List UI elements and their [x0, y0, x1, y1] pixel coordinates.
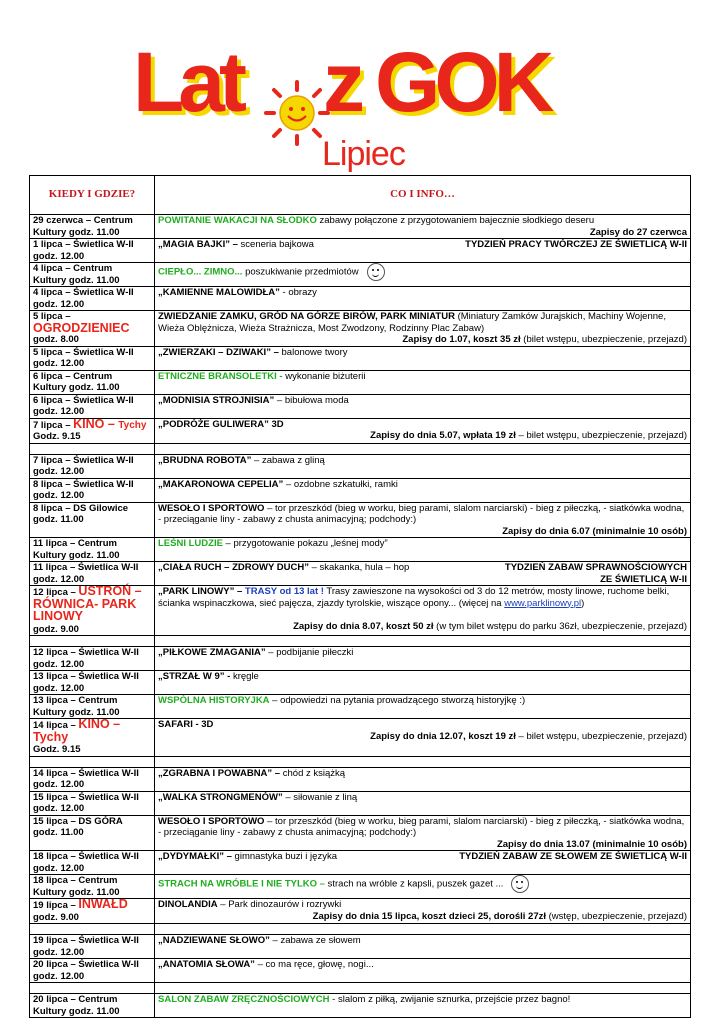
spacer-cell	[30, 756, 155, 767]
when-time: godz. 12.00	[33, 406, 85, 417]
what-cell	[155, 239, 691, 263]
when-cell	[30, 875, 155, 899]
table-row	[30, 418, 691, 443]
when-line: 1 lipca – Świetlica W-II	[33, 239, 134, 250]
event-title: POWITANIE WAKACJI NA SŁODKO	[158, 215, 317, 226]
table-row	[30, 311, 691, 347]
when-place: OGRODZIENIEC	[33, 320, 130, 335]
what-cell	[155, 502, 691, 538]
table-spacer-row	[30, 443, 691, 454]
when-cell	[30, 767, 155, 791]
when-time: godz. 12.00	[33, 779, 85, 790]
event-desc: chód z książką	[280, 767, 346, 779]
event-line	[158, 768, 687, 780]
event-line	[158, 311, 687, 334]
event-title: WESOŁO I SPORTOWO	[158, 815, 265, 827]
event-line	[158, 586, 687, 609]
event-title: „KAMIENNE MALOWIDŁA”	[158, 287, 280, 298]
when-time: godz. 12.00	[33, 358, 85, 369]
when-line: 13 lipca – Centrum	[33, 695, 118, 706]
event-desc: Trasy zawieszone na wysokości od 3 do 12 metrów, mosty linowe, ruchome belki, ścianka wspinaczkowa, sieć pajęcza, zjazdy tyrolskie, wiszące opony... (więcej na	[158, 586, 670, 609]
when-line: 13 lipca – Świetlica W-II	[33, 671, 139, 682]
what-cell	[155, 287, 691, 311]
event-week-label	[505, 562, 687, 585]
event-line	[158, 479, 687, 491]
schedule-rows	[30, 215, 691, 1018]
when-place: INWAŁD	[78, 897, 128, 911]
event-signup-detail: – bilet wstępu, ubezpieczenie, przejazd)	[515, 730, 687, 742]
table-row	[30, 959, 691, 983]
table-row	[30, 719, 691, 757]
when-line: 20 lipca – Centrum	[33, 994, 118, 1005]
what-cell	[155, 586, 691, 636]
event-desc: – tor przeszkód (bieg w worku, bieg parami, slalom narciarski) - bieg z piłeczką, - siatkówka wodna, - przeciąganie liny - zabawy z chusta animacyjną; podchody:)	[158, 815, 685, 838]
when-time: godz. 12.00	[33, 250, 85, 262]
when-place-city: Tychy	[118, 419, 147, 431]
table-row	[30, 767, 691, 791]
event-line	[158, 263, 687, 281]
when-line: 18 lipca – Świetlica W-II	[33, 851, 139, 862]
event-line	[158, 719, 687, 731]
event-line	[158, 215, 687, 227]
spacer-cell	[155, 983, 691, 994]
table-row	[30, 586, 691, 636]
when-time: godz. 12.00	[33, 466, 85, 477]
when-cell	[30, 815, 155, 851]
event-signup-note	[158, 621, 687, 633]
table-row	[30, 875, 691, 899]
table-row	[30, 502, 691, 538]
event-signup: Zapisy do dnia 5.07, wpłata 19 zł	[370, 430, 516, 441]
event-signup-note	[158, 911, 687, 923]
event-title: „ZWIERZAKI – DZIWAKI” –	[158, 346, 279, 358]
event-line	[158, 875, 687, 893]
event-signup-note	[158, 334, 687, 346]
event-line	[158, 851, 337, 863]
event-desc: – zabawa ze słowem	[269, 935, 361, 946]
event-line	[158, 371, 687, 383]
when-cell	[30, 394, 155, 418]
event-desc: – siłowanie z liną	[282, 791, 358, 803]
what-cell	[155, 418, 691, 443]
event-title: LEŚNI LUDZIE	[158, 538, 223, 549]
table-row	[30, 695, 691, 719]
event-title: STRACH NA WRÓBLE I NIE TYLKO –	[158, 878, 325, 890]
event-age-note: TRASY od 13 lat !	[242, 586, 324, 597]
event-line	[158, 647, 687, 659]
event-line	[158, 538, 687, 550]
event-title: „BRUDNA ROBOTA”	[158, 454, 252, 466]
event-signup: Zapisy do dnia 6.07 (minimalnie 10 osób)	[502, 525, 687, 537]
event-line	[158, 503, 687, 526]
event-title: WSPÓLNA HISTORYJKA	[158, 695, 270, 706]
when-line: 19 lipca – INWAŁD	[33, 897, 128, 911]
when-line: 5 lipca –	[33, 311, 71, 322]
event-signup-detail: (bilet wstępu, ubezpieczenie, przejazd)	[520, 334, 687, 345]
when-time: godz. 12.00	[33, 803, 85, 814]
table-row	[30, 346, 691, 370]
when-cell	[30, 418, 155, 443]
event-title: „DYDYMAŁKI” –	[158, 851, 232, 862]
event-week-label	[459, 851, 687, 863]
event-title: „ZGRABNA I POWABNA” –	[158, 767, 281, 779]
table-header-row	[30, 176, 691, 215]
event-line	[158, 816, 687, 839]
when-cell	[30, 538, 155, 562]
event-title: „MODNISIA STROJNISIA”	[158, 394, 275, 406]
table-row	[30, 454, 691, 478]
when-cell	[30, 311, 155, 347]
event-line	[158, 935, 687, 947]
when-time: godz. 11.00	[33, 514, 84, 525]
col-what-header: CO I INFO…	[155, 176, 691, 215]
when-cell	[30, 899, 155, 924]
event-desc: sceneria bajkowa	[237, 239, 314, 250]
event-desc: kręgle	[230, 671, 259, 682]
what-cell	[155, 671, 691, 695]
what-cell	[155, 695, 691, 719]
event-desc: gimnastyka buzi i języka	[231, 851, 337, 862]
event-title: ETNICZNE BRANSOLETKI -	[158, 370, 283, 382]
table-row	[30, 263, 691, 287]
event-line	[158, 455, 687, 467]
schedule-table	[29, 175, 691, 1018]
when-cell	[30, 586, 155, 636]
event-signup: Zapisy do dnia 12.07, koszt 19 zł	[370, 730, 516, 742]
what-cell	[155, 346, 691, 370]
when-time: godz. 12.00	[33, 862, 85, 874]
when-line: 12 lipca – USTROŃ – RÓWNICA- PARK LINOWY	[33, 584, 142, 623]
when-line: 18 lipca – Centrum	[33, 875, 118, 886]
event-row	[158, 851, 687, 863]
event-title: „WALKA STRONGMENÓW”	[158, 791, 283, 803]
what-cell	[155, 478, 691, 502]
when-time: godz. 12.00	[33, 490, 85, 501]
what-cell	[155, 394, 691, 418]
event-desc: - slalom z piłką, zwijanie sznurka, przejście przez bagno!	[329, 994, 571, 1005]
what-cell	[155, 719, 691, 757]
event-signup-detail: – bilet wstępu, ubezpieczenie, przejazd)	[515, 430, 687, 441]
when-time: Kultury godz. 11.00	[33, 549, 120, 561]
when-time: godz. 9.00	[33, 623, 79, 635]
event-desc: balonowe twory	[278, 346, 348, 358]
event-link[interactable]: www.parklinowy.pl	[504, 597, 582, 609]
when-line: 29 czerwca – Centrum	[33, 215, 133, 226]
event-title: „MAKARONOWA CEPELIA”	[158, 478, 284, 490]
event-line	[158, 419, 687, 431]
event-title: SAFARI - 3D	[158, 719, 214, 730]
when-time: godz. 12.00	[33, 970, 85, 982]
what-cell	[155, 851, 691, 875]
event-title: „CIAŁA RUCH – ZDROWY DUCH”	[158, 562, 309, 573]
when-time: godz. 8.00	[33, 334, 79, 345]
when-line: 15 lipca – DS GÓRA	[33, 815, 123, 827]
when-cell	[30, 562, 155, 586]
event-line	[158, 562, 409, 585]
spacer-cell	[155, 443, 691, 454]
table-spacer-row	[30, 756, 691, 767]
table-row	[30, 478, 691, 502]
when-cell	[30, 719, 155, 757]
when-line: 14 lipca – Świetlica W-II	[33, 767, 139, 779]
event-title: WESOŁO I SPORTOWO	[158, 502, 265, 514]
when-place: KINO –	[73, 416, 119, 431]
title-part-lato: Lat	[133, 35, 241, 129]
when-time: godz. 12.00	[33, 298, 85, 310]
spacer-cell	[30, 636, 155, 647]
when-time: Kultury godz. 11.00	[33, 382, 120, 393]
table-row	[30, 851, 691, 875]
table-spacer-row	[30, 636, 691, 647]
when-time: Godz. 9.15	[33, 431, 81, 442]
when-cell	[30, 346, 155, 370]
when-time: Kultury godz. 11.00	[33, 274, 120, 286]
when-cell	[30, 671, 155, 695]
spacer-line	[158, 609, 687, 621]
table-row	[30, 287, 691, 311]
page-header	[0, 30, 725, 173]
event-desc: – ozdobne szkatułki, ramki	[283, 478, 398, 490]
table-row	[30, 215, 691, 239]
when-cell	[30, 791, 155, 815]
what-cell	[155, 791, 691, 815]
what-cell	[155, 647, 691, 671]
event-desc: – bibułowa moda	[274, 394, 349, 406]
event-desc: – co ma ręce, głowę, nogi...	[254, 959, 374, 970]
table-row	[30, 994, 691, 1018]
event-title: „PARK LINOWY” –	[158, 586, 243, 597]
event-week-text: TYDZIEŃ ZABAW SPRAWNOŚCIOWYCH	[504, 562, 687, 573]
event-desc: – zabawa z gliną	[251, 454, 325, 466]
page-title	[133, 35, 549, 129]
what-cell	[155, 370, 691, 394]
event-title: „STRZAŁ W 9” -	[158, 671, 231, 682]
event-line	[158, 792, 687, 804]
event-row	[158, 239, 687, 251]
event-signup-note	[158, 839, 687, 851]
event-desc: strach na wróble z kapsli, puszek gazet ...	[324, 878, 504, 890]
when-line: 6 lipca – Centrum	[33, 370, 113, 382]
spacer-cell	[155, 924, 691, 935]
when-line: 12 lipca – Świetlica W-II	[33, 647, 139, 658]
when-cell	[30, 647, 155, 671]
event-week-text: TYDZIEŃ PRACY TWÓRCZEJ ZE ŚWIETLICĄ W-II	[465, 239, 687, 250]
event-line	[158, 287, 687, 299]
event-signup: Zapisy do dnia 8.07, koszt 50 zł	[293, 620, 434, 632]
when-cell	[30, 502, 155, 538]
what-cell	[155, 767, 691, 791]
what-cell	[155, 935, 691, 959]
what-cell	[155, 562, 691, 586]
when-time: Kultury godz. 11.00	[33, 1005, 120, 1017]
when-cell	[30, 239, 155, 263]
when-cell	[30, 287, 155, 311]
table-row	[30, 538, 691, 562]
title-part-gok: GOK	[375, 35, 549, 129]
event-desc: – przygotowanie pokazu „leśnej mody”	[222, 538, 388, 549]
when-line: 19 lipca – Świetlica W-II	[33, 935, 139, 946]
what-cell	[155, 815, 691, 851]
table-row	[30, 671, 691, 695]
event-desc: – tor przeszkód (bieg w worku, bieg parami, slalom narciarski) - bieg z piłeczką, - siatkówka wodna, - przeciąganie liny - zabawy z chusta animacyjną; podchody:)	[158, 502, 685, 525]
when-cell	[30, 263, 155, 287]
when-line: 11 lipca – Świetlica W-II	[33, 562, 139, 573]
event-signup: Zapisy do dnia 13.07 (minimalnie 10 osób)	[496, 838, 687, 850]
table-row	[30, 935, 691, 959]
event-title: „MAGIA BAJKI” –	[158, 239, 238, 250]
table-spacer-row	[30, 924, 691, 935]
when-line: 11 lipca – Centrum	[33, 538, 117, 549]
table-spacer-row	[30, 983, 691, 994]
table-row	[30, 394, 691, 418]
event-signup-detail: (wstęp, ubezpieczenie, przejazd)	[546, 910, 687, 922]
when-time: godz. 12.00	[33, 573, 85, 585]
event-title: „ANATOMIA SŁOWA”	[158, 959, 255, 970]
table-row	[30, 899, 691, 924]
event-line	[158, 347, 687, 359]
event-line	[158, 239, 314, 251]
event-line	[158, 671, 687, 683]
when-line: 8 lipca – Świetlica W-II	[33, 478, 134, 490]
event-title: DINOLANDIA	[158, 899, 218, 910]
event-title: CIEPŁO... ZIMNO...	[158, 266, 243, 278]
event-signup-note	[158, 731, 687, 743]
what-cell	[155, 959, 691, 983]
table-row	[30, 647, 691, 671]
table-row	[30, 815, 691, 851]
event-desc: - obrazy	[279, 287, 317, 298]
event-signup-note	[158, 227, 687, 239]
when-cell	[30, 370, 155, 394]
what-cell	[155, 538, 691, 562]
event-signup-note	[158, 526, 687, 538]
what-cell	[155, 454, 691, 478]
when-time: godz. 12.00	[33, 946, 85, 958]
when-cell	[30, 994, 155, 1018]
when-cell	[30, 851, 155, 875]
when-line: 4 lipca – Świetlica W-II	[33, 287, 134, 298]
event-signup-note	[158, 430, 687, 442]
event-week-text-2: ZE ŚWIETLICĄ W-II	[600, 573, 687, 585]
when-time: Kultury godz. 11.00	[33, 226, 120, 238]
event-week-text: TYDZIEŃ ZABAW ZE SŁOWEM ZE ŚWIETLICĄ W-II	[459, 851, 687, 862]
title-part-z: z	[323, 35, 359, 129]
table-row	[30, 791, 691, 815]
event-title: „NADZIEWANE SŁOWO”	[158, 935, 270, 946]
smiley-icon	[367, 263, 385, 281]
table-row	[30, 239, 691, 263]
when-time: godz. 12.00	[33, 658, 85, 670]
event-desc: poszukiwanie przedmiotów	[242, 266, 359, 278]
event-signup: Zapisy do 27 czerwca	[589, 226, 687, 238]
event-week-label	[465, 239, 687, 251]
when-time: godz. 9.00	[33, 911, 79, 923]
when-line: 8 lipca – DS Gilowice	[33, 502, 129, 514]
when-cell	[30, 695, 155, 719]
when-cell	[30, 478, 155, 502]
when-cell	[30, 215, 155, 239]
event-line	[158, 994, 687, 1006]
event-desc: – Park dinozaurów i rozrywki	[217, 899, 342, 910]
event-signup: Zapisy do dnia 15 lipca, koszt dzieci 25, dorośli 27zł	[312, 910, 546, 922]
page-subtitle: Lipiec	[322, 135, 405, 173]
event-row	[158, 562, 687, 585]
when-place: KINO – Tychy	[33, 717, 121, 744]
spacer-cell	[30, 983, 155, 994]
table-row	[30, 562, 691, 586]
event-desc: (Miniatury Zamków Jurajskich, Machiny Wojenne, Wieża Oblężnicza, Wieża Strażnicza, Most Zwodzony, Rodzinny Plac Zabaw)	[158, 311, 666, 334]
table-row	[30, 370, 691, 394]
event-desc: zabawy połączone z przygotowaniem bajecznie słodkiego deseru	[316, 215, 595, 226]
event-title: „PODRÓŻE GULIWERA” 3D	[158, 418, 284, 430]
what-cell	[155, 899, 691, 924]
what-cell	[155, 875, 691, 899]
event-title: „PIŁKOWE ZMAGANIA”	[158, 647, 266, 658]
when-line: 6 lipca – Świetlica W-II	[33, 394, 134, 406]
event-desc-end: )	[581, 597, 585, 609]
event-line	[158, 899, 687, 911]
when-time: Kultury godz. 11.00	[33, 706, 120, 718]
when-time: godz. 12.00	[33, 682, 85, 694]
event-desc: – odpowiedzi na pytania prowadzącego stworzą historyjkę :)	[269, 695, 526, 706]
when-time: Godz. 9.15	[33, 744, 81, 755]
event-desc: wykonanie biżuterii	[282, 370, 366, 382]
spacer-cell	[30, 924, 155, 935]
when-line: 4 lipca – Centrum	[33, 263, 113, 274]
event-desc: – skakanka, hula – hop	[308, 562, 410, 573]
event-line	[158, 695, 687, 707]
event-title: ZWIEDZANIE ZAMKU, GRÓD NA GÓRZE BIRÓW, PARK MINIATUR	[158, 311, 455, 322]
event-signup-detail: (w tym bilet wstępu do parku 36zł, ubezpieczenie, przejazd)	[433, 620, 687, 632]
event-signup: Zapisy do 1.07, koszt 35 zł	[402, 334, 521, 345]
smiley-icon	[511, 875, 529, 893]
when-line: 20 lipca – Świetlica W-II	[33, 959, 139, 970]
when-cell	[30, 959, 155, 983]
col-when-header: KIEDY I GDZIE?	[30, 176, 155, 215]
when-place: USTROŃ – RÓWNICA- PARK LINOWY	[33, 584, 142, 623]
spacer-cell	[155, 636, 691, 647]
when-time: Kultury godz. 11.00	[33, 886, 120, 898]
when-line: 5 lipca – Świetlica W-II	[33, 346, 134, 358]
what-cell	[155, 311, 691, 347]
what-cell	[155, 994, 691, 1018]
when-cell	[30, 935, 155, 959]
when-line: 7 lipca – KINO – Tychy	[33, 416, 147, 431]
when-line: 15 lipca – Świetlica W-II	[33, 791, 139, 803]
event-title: SALON ZABAW ZRĘCZNOŚCIOWYCH	[158, 994, 330, 1005]
spacer-cell	[30, 443, 155, 454]
event-line	[158, 959, 687, 971]
when-line: 14 lipca – KINO – Tychy	[33, 717, 121, 744]
event-line	[158, 395, 687, 407]
what-cell	[155, 215, 691, 239]
when-time: godz. 11.00	[33, 827, 84, 838]
when-cell	[30, 454, 155, 478]
what-cell	[155, 263, 691, 287]
spacer-cell	[155, 756, 691, 767]
event-desc: – podbijanie piłeczki	[265, 647, 354, 658]
when-line: 7 lipca – Świetlica W-II	[33, 454, 134, 466]
